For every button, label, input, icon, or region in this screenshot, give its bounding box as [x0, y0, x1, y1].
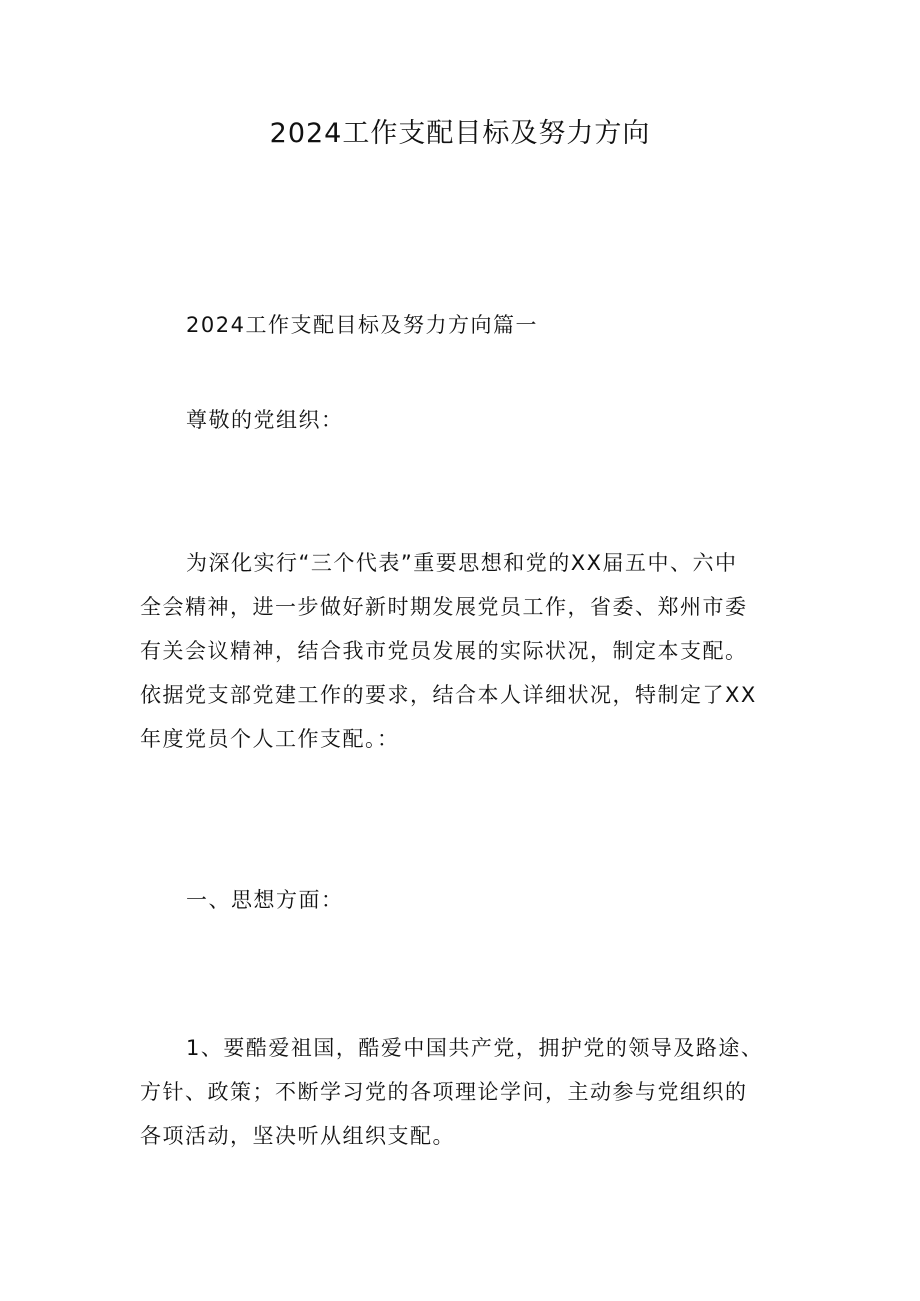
paragraph-line: 各项活动，坚决听从组织支配。: [140, 1124, 455, 1148]
paragraph-line: 方针、政策；不断学习党的各项理论学问，主动参与党组织的: [140, 1080, 748, 1104]
paragraph-line: 依据党支部党建工作的要求，结合本人详细状况，特制定了XX: [140, 683, 757, 707]
paragraph-line: 全会精神，进一步做好新时期发展党员工作，省委、郑州市委: [140, 595, 748, 619]
paragraph-line: 年度党员个人工作支配。：: [140, 727, 400, 751]
intro-paragraph: [140, 541, 785, 761]
item-1-paragraph: [140, 1026, 785, 1158]
paragraph-line: 1、要酷爱祖国，酷爱中国共产党，拥护党的领导及路途、: [186, 1036, 764, 1060]
salutation: 尊敬的党组织：: [186, 408, 344, 432]
paragraph-line: 有关会议精神，结合我市党员发展的实际状况，制定本支配。: [140, 639, 748, 663]
section-heading: 一、思想方面：: [186, 888, 344, 912]
document-title: 2024工作支配目标及努力方向: [269, 118, 651, 149]
paragraph-line: 为深化实行“三个代表”重要思想和党的XX届五中、六中: [186, 551, 738, 575]
section-subtitle: 2024工作支配目标及努力方向篇一: [186, 313, 538, 337]
